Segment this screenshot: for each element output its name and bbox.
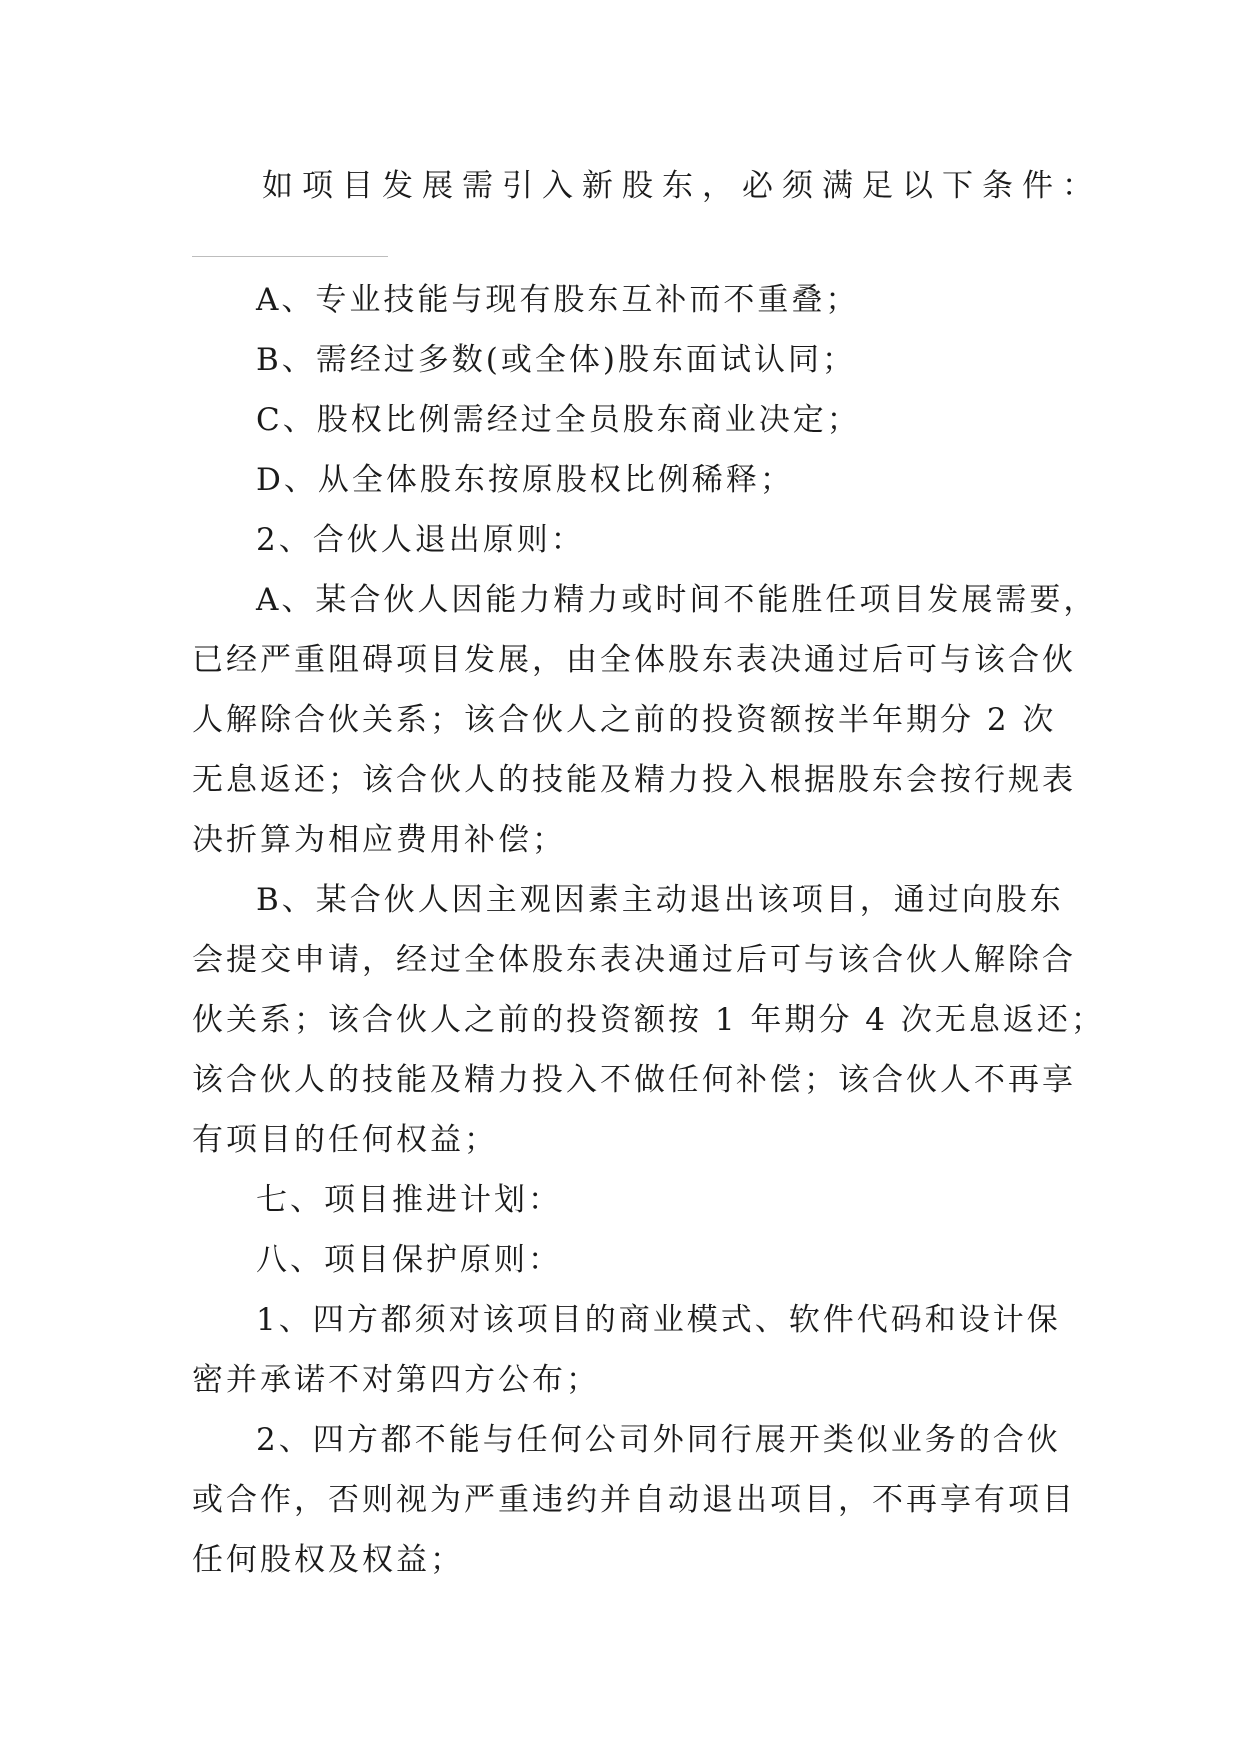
protect-1-line: 密并承诺不对第四方公布； (192, 1362, 600, 1398)
section-seven-heading: 七、项目推进计划： (256, 1182, 562, 1218)
exit-b-line: 有项目的任何权益； (192, 1122, 498, 1158)
exit-b-line: 伙关系；该合伙人之前的投资额按 1 年期分 4 次无息返还； (192, 1002, 1105, 1038)
protect-2-line: 2、四方都不能与任何公司外同行展开类似业务的合伙 (256, 1422, 1061, 1458)
exit-b-line: B、某合伙人因主观因素主动退出该项目，通过向股东 (256, 882, 1064, 918)
exit-a-line: 已经严重阻碍项目发展，由全体股东表决通过后可与该合伙 (192, 642, 1076, 678)
exit-a-line: 人解除合伙关系；该合伙人之前的投资额按半年期分 2 次 (192, 702, 1057, 738)
protect-2-line: 任何股权及权益； (192, 1542, 464, 1578)
exit-heading: 2、合伙人退出原则： (256, 522, 585, 558)
intro-line: 如项目发展需引入新股东，必须满足以下条件： (262, 168, 1102, 204)
separator-rule (192, 256, 388, 257)
condition-b: B、需经过多数(或全体)股东面试认同； (256, 342, 856, 378)
section-eight-heading: 八、项目保护原则： (256, 1242, 562, 1278)
protect-1-line: 1、四方都须对该项目的商业模式、软件代码和设计保 (256, 1302, 1061, 1338)
condition-d: D、从全体股东按原股权比例稀释； (256, 462, 794, 498)
exit-a-line: A、某合伙人因能力精力或时间不能胜任项目发展需要， (256, 582, 1098, 618)
protect-2-line: 或合作，否则视为严重违约并自动退出项目，不再享有项目 (192, 1482, 1076, 1518)
condition-a: A、专业技能与现有股东互补而不重叠； (256, 282, 860, 318)
exit-b-line: 该合伙人的技能及精力投入不做任何补偿；该合伙人不再享 (192, 1062, 1076, 1098)
exit-b-line: 会提交申请，经过全体股东表决通过后可与该合伙人解除合 (192, 942, 1076, 978)
condition-c: C、股权比例需经过全员股东商业决定； (256, 402, 861, 438)
exit-a-line: 无息返还；该合伙人的技能及精力投入根据股东会按行规表 (192, 762, 1076, 798)
exit-a-line: 决折算为相应费用补偿； (192, 822, 566, 858)
